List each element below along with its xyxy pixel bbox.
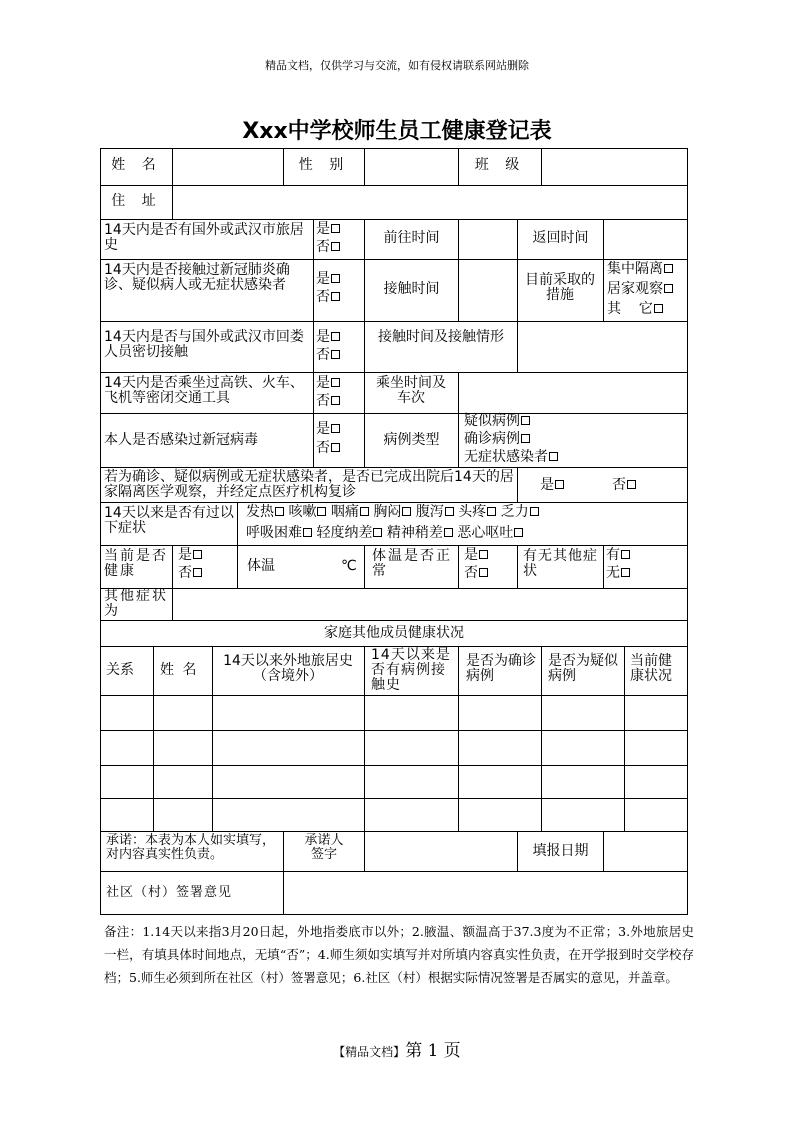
gender-field[interactable] [365, 149, 458, 185]
health-no-option[interactable] [178, 566, 202, 581]
checkbox-icon[interactable] [275, 507, 284, 516]
contact-case-question: 14天内是否接触过新冠肺炎确诊、疑似病人或无症状感染者 [104, 262, 290, 293]
checkbox-icon[interactable] [360, 507, 369, 516]
no-label: 否 [316, 289, 330, 305]
current-measures-label: 目前采取的措施 [525, 272, 595, 303]
contact-time-label: 接触时间 [383, 281, 440, 297]
measure-other-option[interactable] [607, 302, 663, 317]
symptoms-question: 14天以来是否有过以下症状 [104, 505, 234, 536]
yes-label: 是 [316, 271, 330, 287]
checkbox-icon[interactable] [479, 568, 488, 577]
checkbox-icon[interactable] [549, 452, 558, 461]
yes-label: 是 [316, 221, 330, 237]
infection-yes-option[interactable] [316, 422, 340, 437]
checkbox-icon[interactable] [331, 242, 340, 251]
address-field[interactable] [173, 186, 687, 219]
checkbox-icon[interactable] [193, 550, 202, 559]
symptom-option[interactable]: 呼吸困难 [246, 525, 312, 541]
symptom-option[interactable]: 咳嗽 [288, 504, 326, 520]
checkbox-icon[interactable] [331, 332, 340, 341]
community-opinion-field[interactable] [284, 872, 687, 914]
checkbox-icon[interactable] [664, 284, 673, 293]
symptoms-line-1 [246, 505, 539, 520]
yes-label: 是 [464, 547, 478, 563]
no-label: 否 [316, 393, 330, 409]
no-label: 否 [612, 477, 626, 493]
yes-label: 是 [316, 329, 330, 345]
name-field[interactable] [173, 149, 283, 185]
checkbox-icon[interactable] [627, 480, 636, 489]
temperature-label: 体温 [247, 558, 275, 574]
have-option[interactable] [606, 548, 630, 563]
checkbox-icon[interactable] [402, 507, 411, 516]
no-label: 否 [316, 440, 330, 456]
case-asymptomatic-option[interactable] [464, 450, 558, 465]
health-question: 当前是否健康 [104, 548, 168, 579]
recovery-yes-option[interactable] [540, 478, 564, 493]
checkbox-icon[interactable] [317, 507, 326, 516]
recovery-no-option[interactable] [612, 478, 636, 493]
no-label: 否 [464, 565, 478, 581]
checkbox-icon[interactable] [445, 507, 454, 516]
name-label: 姓 名 [111, 157, 162, 173]
family-header-confirmed: 是否为确诊病例 [466, 653, 536, 684]
case-confirmed-option[interactable] [464, 432, 530, 447]
checkbox-icon[interactable] [521, 416, 530, 425]
table-row[interactable] [101, 696, 687, 730]
family-header-contact: 14天以来是否有病例接触史 [371, 647, 451, 693]
close-no-option[interactable] [316, 348, 340, 363]
checkbox-icon[interactable] [621, 568, 630, 577]
symptom-option[interactable]: 发热 [246, 504, 284, 520]
form-title: Xxx中学校师生员工健康登记表 [242, 119, 552, 144]
community-opinion-label: 社区（村）签署意见 [106, 885, 233, 900]
symptom-option[interactable]: 头疼 [458, 504, 496, 520]
checkbox-icon[interactable] [331, 396, 340, 405]
measure-label: 其 它 [607, 301, 653, 317]
checkbox-icon[interactable] [521, 434, 530, 443]
checkbox-icon[interactable] [555, 480, 564, 489]
symptom-option[interactable]: 腹泻 [416, 504, 454, 520]
depart-time-label: 前往时间 [383, 230, 440, 246]
case-label: 确诊病例 [464, 431, 520, 447]
transport-no-option[interactable] [316, 394, 340, 409]
promise-text: 承诺：本表为本人如实填写，对内容真实性负责。 [106, 833, 276, 862]
checkbox-icon[interactable] [479, 550, 488, 559]
yes-label: 是 [316, 375, 330, 391]
signature-field[interactable] [365, 832, 517, 871]
class-label: 班 级 [474, 157, 526, 173]
symptom-option[interactable]: 轻度纳差 [316, 525, 382, 541]
symptoms-line-2 [246, 526, 523, 541]
checkbox-icon[interactable] [530, 507, 539, 516]
yes-label: 是 [178, 547, 192, 563]
no-label: 否 [316, 239, 330, 255]
family-header-travel: 14天以来外地旅居史（含境外） [223, 653, 353, 684]
none-label: 无 [606, 565, 620, 581]
yes-label: 是 [316, 421, 330, 437]
infection-no-option[interactable] [316, 441, 340, 456]
signer-label: 承诺人签字 [304, 833, 344, 862]
temp-yes-option[interactable] [464, 548, 488, 563]
checkbox-icon[interactable] [514, 528, 523, 537]
checkbox-icon[interactable] [487, 507, 496, 516]
contact-time-situation-label: 接触时间及接触情形 [378, 329, 504, 345]
table-row[interactable] [101, 766, 687, 798]
celsius-unit: ℃ [341, 558, 357, 574]
close-contact-question: 14天内是否与国外或武汉市回娄人员密切接触 [104, 329, 304, 360]
checkbox-icon[interactable] [654, 304, 663, 313]
have-label: 有 [606, 547, 620, 563]
temp-no-option[interactable] [464, 566, 488, 581]
checkbox-icon[interactable] [331, 443, 340, 452]
symptom-option[interactable]: 咽痛 [331, 504, 369, 520]
symptom-option[interactable]: 乏力 [501, 504, 539, 520]
health-yes-option[interactable] [178, 548, 202, 563]
close-yes-option[interactable] [316, 330, 340, 345]
measure-home-option[interactable] [607, 282, 673, 297]
fill-date-label: 填报日期 [532, 843, 589, 859]
no-label: 否 [316, 347, 330, 363]
symptom-option[interactable]: 胸闷 [373, 504, 411, 520]
header-note: 精品文档，仅供学习与交流，如有侵权请联系网站删除 [265, 59, 529, 72]
no-label: 否 [178, 565, 192, 581]
table-row[interactable] [101, 731, 687, 765]
remarks: 备注：1.14天以来指3月20日起，外地指娄底市以外；2.腋温、额温高于37.3度为不正常；3.外地旅居史一栏，有填具体时间地点，无填“否”；4.师生须如实填写并对所填内容真实性负责，在开学报到时交学校存档；5.师生必须到所在社区（村）签署意见；6.社区（村）根据实际情况签署是否属实的意见，并盖章。 [104, 924, 694, 985]
symptom-option[interactable]: 恶心呕吐 [457, 525, 523, 541]
page-number: 第 1 页 [405, 1041, 461, 1061]
case-label: 无症状感染者 [464, 449, 548, 465]
checkbox-icon[interactable] [621, 550, 630, 559]
ride-time-label: 乘坐时间及车次 [376, 375, 446, 406]
measure-label: 居家观察 [607, 281, 663, 297]
footer-tag: 【精品文档】 [333, 1045, 406, 1059]
family-header-health: 当前健康状况 [630, 653, 672, 684]
checkbox-icon[interactable] [331, 378, 340, 387]
checkbox-icon[interactable] [331, 292, 340, 301]
return-time-label: 返回时间 [532, 230, 589, 246]
yes-label: 是 [540, 477, 554, 493]
family-header-suspected: 是否为疑似病例 [548, 653, 618, 684]
table-row[interactable] [101, 799, 687, 831]
address-label: 住 址 [111, 193, 162, 209]
contact-yes-option[interactable] [316, 272, 340, 287]
fill-date-field[interactable] [604, 832, 687, 871]
temp-normal-question: 体温是否正常 [372, 548, 452, 579]
checkbox-icon[interactable] [664, 264, 673, 273]
symptom-option[interactable]: 精神稍差 [387, 525, 453, 541]
transport-yes-option[interactable] [316, 376, 340, 391]
none-option[interactable] [606, 566, 630, 581]
checkbox-icon[interactable] [331, 350, 340, 359]
family-header-relation: 关系 [106, 662, 134, 678]
measure-label: 集中隔离 [607, 261, 663, 277]
checkbox-icon[interactable] [303, 528, 312, 537]
case-label: 疑似病例 [464, 413, 520, 429]
case-type-label: 病例类型 [383, 432, 440, 448]
other-symptoms-question: 有无其他症状 [523, 548, 598, 579]
travel-no-option[interactable] [316, 240, 340, 255]
checkbox-icon[interactable] [444, 528, 453, 537]
checkbox-icon[interactable] [193, 568, 202, 577]
transport-question: 14天内是否乘坐过高铁、火车、飞机等密闭交通工具 [104, 375, 304, 406]
travel-history-question: 14天内是否有国外或武汉市旅居史 [104, 222, 304, 253]
other-symptoms-field[interactable] [173, 589, 687, 620]
checkbox-icon[interactable] [331, 424, 340, 433]
recovery-question: 若为确诊、疑似病例或无症状感染者，是否已完成出院后14天的居家隔离医学观察，并经定点医疗机构复诊 [104, 469, 514, 500]
contact-no-option[interactable] [316, 290, 340, 305]
family-section-title: 家庭其他成员健康状况 [324, 625, 464, 641]
checkbox-icon[interactable] [331, 274, 340, 283]
other-symptoms-label: 其他症状为 [104, 588, 168, 619]
family-header-name: 姓 名 [160, 662, 199, 678]
case-suspected-option[interactable] [464, 414, 530, 429]
checkbox-icon[interactable] [331, 224, 340, 233]
class-field[interactable] [542, 149, 687, 185]
page-footer [0, 1036, 794, 1061]
gender-label: 性 别 [298, 157, 350, 173]
checkbox-icon[interactable] [373, 528, 382, 537]
measure-isolation-option[interactable] [607, 262, 673, 277]
infection-question: 本人是否感染过新冠病毒 [104, 432, 258, 448]
travel-yes-option[interactable] [316, 222, 340, 237]
